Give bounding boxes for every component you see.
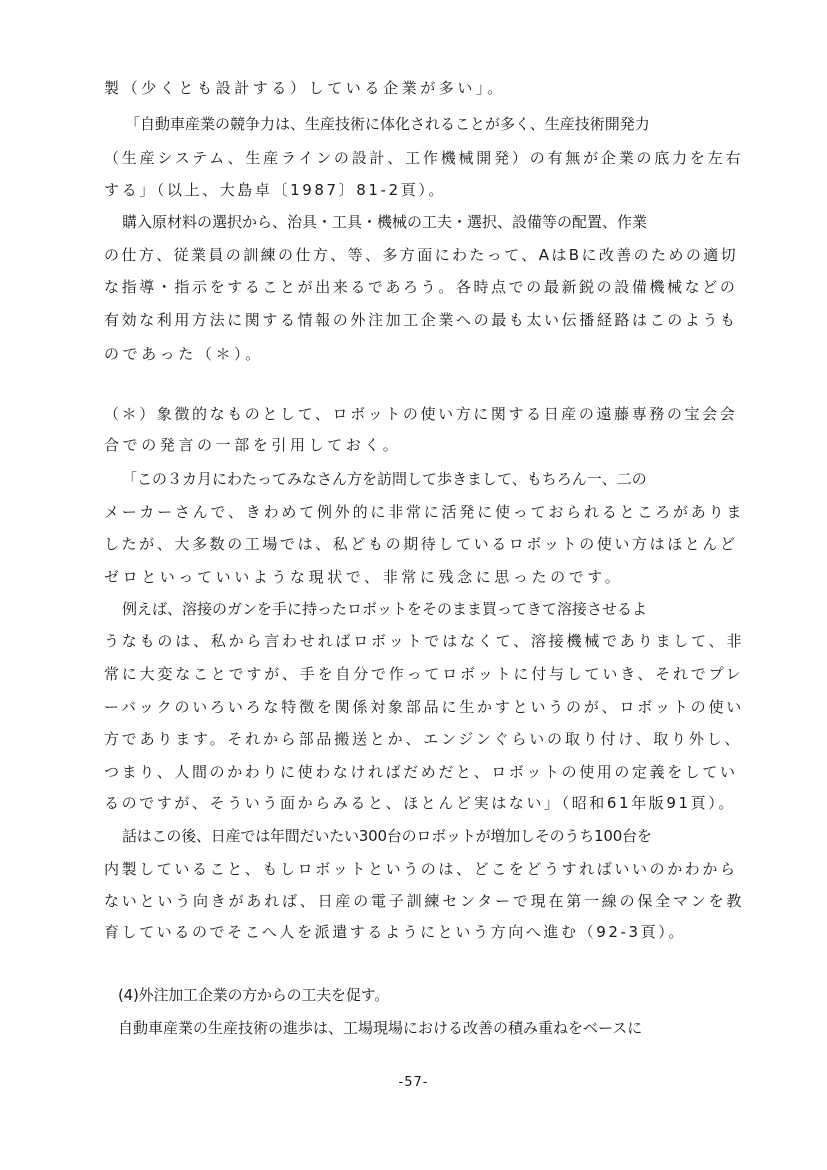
- text-line: 購入原材料の選択から、治具・工具・機械の工夫・選択、設備等の配置、作業: [122, 213, 648, 231]
- text-line: な指導・指示をすることが出来るであろう。各時点での最新鋭の設備機械などの: [104, 278, 738, 296]
- text-line: うなものは、私から言わせればロボットではなくて、溶接機械でありまして、非: [104, 632, 745, 650]
- text-line: メーカーさんで、きわめて例外的に非常に活発に使っておられるところがありま: [104, 503, 745, 521]
- text-line: 製（少くとも設計する）している企業が多い」。: [104, 79, 506, 97]
- text-line: 有効な利用方法に関する情報の外注加工企業への最も太い伝播経路はこのようも: [104, 311, 738, 329]
- text-line: ゼロといっていいような現状で、非常に残念に思ったのです。: [104, 568, 624, 586]
- text-line: 「この３カ月にわたってみなさん方を訪問して歩きまして、もちろん一、二の: [122, 470, 647, 488]
- text-line: （＊）象徴的なものとして、ロボットの使い方に関する日産の遠藤専務の宝会会: [104, 405, 738, 423]
- text-line: 内製していること、もしロボットというのは、どこをどうすればいいのかわから: [104, 860, 738, 878]
- text-line: 常に大変なことですが、手を自分で作ってロボットに付与していき、それでプレ: [104, 665, 744, 683]
- text-line: 方であります。それから部品搬送とか、エンジンぐらいの取り付け、取り外し、: [104, 730, 743, 748]
- text-line: の仕方、従業員の訓練の仕方、等、多方面にわたって、AはBに改善のための適切: [104, 246, 739, 264]
- text-line: ーバックのいろいろな特徴を関係対象部品に生かすというのが、ロボットの使い: [104, 698, 745, 716]
- text-line: 話はこの後、日産では年間だいたい300台のロボットが増加しそのうち100台を: [122, 827, 652, 845]
- page-number: -57-: [398, 1075, 429, 1090]
- text-line: ないという向きがあれば、日産の電子訓練センターで現在第一線の保全マンを教: [104, 892, 745, 910]
- text-line: るのですが、そういう面からみると、ほとんど実はない」（昭和61年版91頁）。: [104, 794, 736, 812]
- text-line: のであった（＊）。: [104, 345, 264, 363]
- text-line: 合での発言の一部を引用しておく。: [104, 436, 402, 454]
- text-line: 自動車産業の生産技術の進歩は、工場現場における改善の積み重ねをベースに: [118, 1019, 643, 1037]
- text-line: 育しているのでそこへ人を派遣するようにという方向へ進む（92-3頁）。: [104, 923, 686, 941]
- text-line: 例えば、溶接のガンを手に持ったロボットをそのまま買ってきて溶接させるよ: [122, 600, 648, 618]
- text-line: する」（以上、大島卓〔1987〕81-2頁）。: [104, 181, 447, 199]
- section-heading: (4)外注加工企業の方からの工夫を促す。: [118, 986, 390, 1004]
- text-line: 「自動車産業の競争力は、生産技術に体化されることが多く、生産技術開発力: [125, 115, 650, 133]
- text-line: したが、大多数の工場では、私どもの期待しているロボットの使い方はほとんど: [104, 535, 738, 553]
- text-line: つまり、人間のかわりに使わなければだめだと、ロボットの使用の定義をしてい: [104, 763, 738, 781]
- text-line: （生産システム、生産ラインの設計、工作機械開発）の有無が企業の底力を左右: [104, 149, 744, 167]
